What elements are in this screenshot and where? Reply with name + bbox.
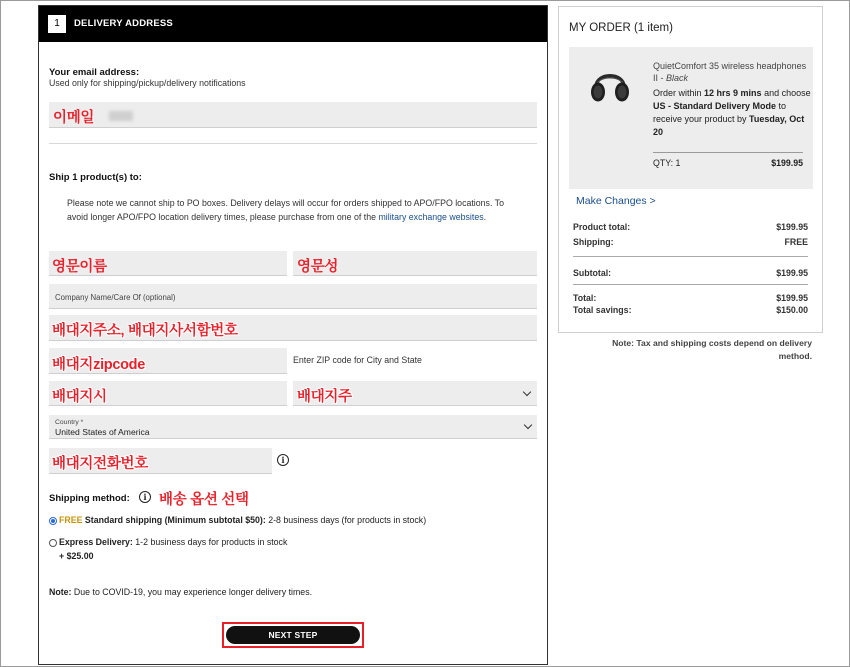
step-title: DELIVERY ADDRESS	[74, 18, 173, 29]
total-row: Total: $199.95	[573, 293, 808, 303]
subtotal-row: Subtotal: $199.95	[573, 268, 808, 278]
product-price: $199.95	[771, 158, 803, 168]
step-header	[39, 6, 547, 42]
summary-divider	[573, 256, 808, 257]
make-changes-link[interactable]: Make Changes >	[576, 195, 656, 207]
city-field[interactable]	[49, 381, 287, 406]
express-delivery-option[interactable]: Express Delivery: 1-2 business days for products in stock	[59, 537, 288, 547]
address-field[interactable]	[49, 315, 537, 341]
ship-notice: Please note we cannot ship to PO boxes. Delivery delays will occur for orders shipped to APO/FPO locations. To avoid longer APO/FPO location delivery times, please purchase from one of the military exchange websites.	[67, 198, 504, 222]
info-icon[interactable]: i	[139, 491, 151, 503]
standard-shipping-option[interactable]: FREE Standard shipping (Minimum subtotal $50): 2-8 business days (for products in stock)	[59, 515, 427, 525]
delivery-panel	[38, 5, 548, 665]
order-summary-panel	[558, 6, 823, 333]
product-divider	[653, 152, 803, 153]
section-divider	[49, 143, 537, 144]
city-annotation: 배대지시	[52, 389, 107, 405]
standard-shipping-radio[interactable]	[49, 517, 57, 525]
military-exchange-link[interactable]: military exchange websites	[378, 211, 484, 222]
savings-row: Total savings: $150.00	[573, 305, 808, 315]
zip-field[interactable]	[49, 348, 287, 374]
chevron-down-icon	[524, 421, 532, 429]
chevron-down-icon	[523, 388, 531, 396]
summary-divider	[573, 284, 808, 285]
info-icon[interactable]: i	[277, 454, 289, 466]
email-label: Your email address:	[49, 67, 140, 78]
product-name[interactable]: QuietComfort 35 wireless headphones II - Black	[653, 61, 807, 83]
email-helper: Used only for shipping/pickup/delivery notifications	[49, 78, 246, 88]
country-select[interactable]	[49, 415, 537, 439]
step-number: 1	[48, 15, 66, 33]
state-select[interactable]	[293, 381, 537, 406]
first-name-annotation: 영문이름	[52, 259, 107, 275]
last-name-annotation: 영문성	[297, 259, 339, 275]
delivery-estimate: Order within 12 hrs 9 mins and choose US - Standard Delivery Mode to receive your product by Tuesday, Oct 20	[653, 88, 811, 137]
express-delivery-radio[interactable]	[49, 539, 57, 547]
product-card	[569, 47, 813, 189]
zip-hint: Enter ZIP code for City and State	[293, 355, 422, 365]
next-step-highlight	[222, 622, 364, 648]
first-name-field[interactable]	[49, 251, 287, 276]
last-name-field[interactable]	[293, 251, 537, 276]
phone-field[interactable]	[49, 448, 272, 474]
country-value: United States of America	[55, 427, 150, 437]
company-field[interactable]	[49, 284, 537, 309]
country-label: Country *	[55, 419, 84, 426]
express-delivery-price: + $25.00	[59, 551, 94, 561]
headphones-image	[587, 61, 633, 107]
product-qty: QTY: 1	[653, 158, 681, 168]
zip-annotation: 배대지zipcode	[52, 357, 145, 373]
address-annotation: 배대지주소, 배대지사서함번호	[52, 323, 238, 339]
shipping-method-annotation: 배송 옵션 선택	[159, 492, 249, 508]
phone-annotation: 배대지전화번호	[52, 456, 148, 472]
company-placeholder: Company Name/Care Of (optional)	[55, 293, 176, 302]
order-title: MY ORDER (1 item)	[569, 22, 673, 34]
ship-title: Ship 1 product(s) to:	[49, 172, 142, 183]
tax-note: Note: Tax and shipping costs depend on delivery method.	[612, 338, 812, 361]
state-annotation: 배대지주	[297, 389, 352, 405]
next-step-button[interactable]: NEXT STEP	[226, 626, 360, 644]
shipping-row: Shipping: FREE	[573, 237, 808, 247]
covid-note: Note: Due to COVID-19, you may experience longer delivery times.	[49, 587, 313, 597]
email-redacted	[109, 111, 133, 121]
email-annotation: 이메일	[53, 110, 95, 126]
shipping-method-label: Shipping method:	[49, 493, 130, 504]
product-total-row: Product total: $199.95	[573, 222, 808, 232]
email-field[interactable]	[49, 102, 537, 128]
